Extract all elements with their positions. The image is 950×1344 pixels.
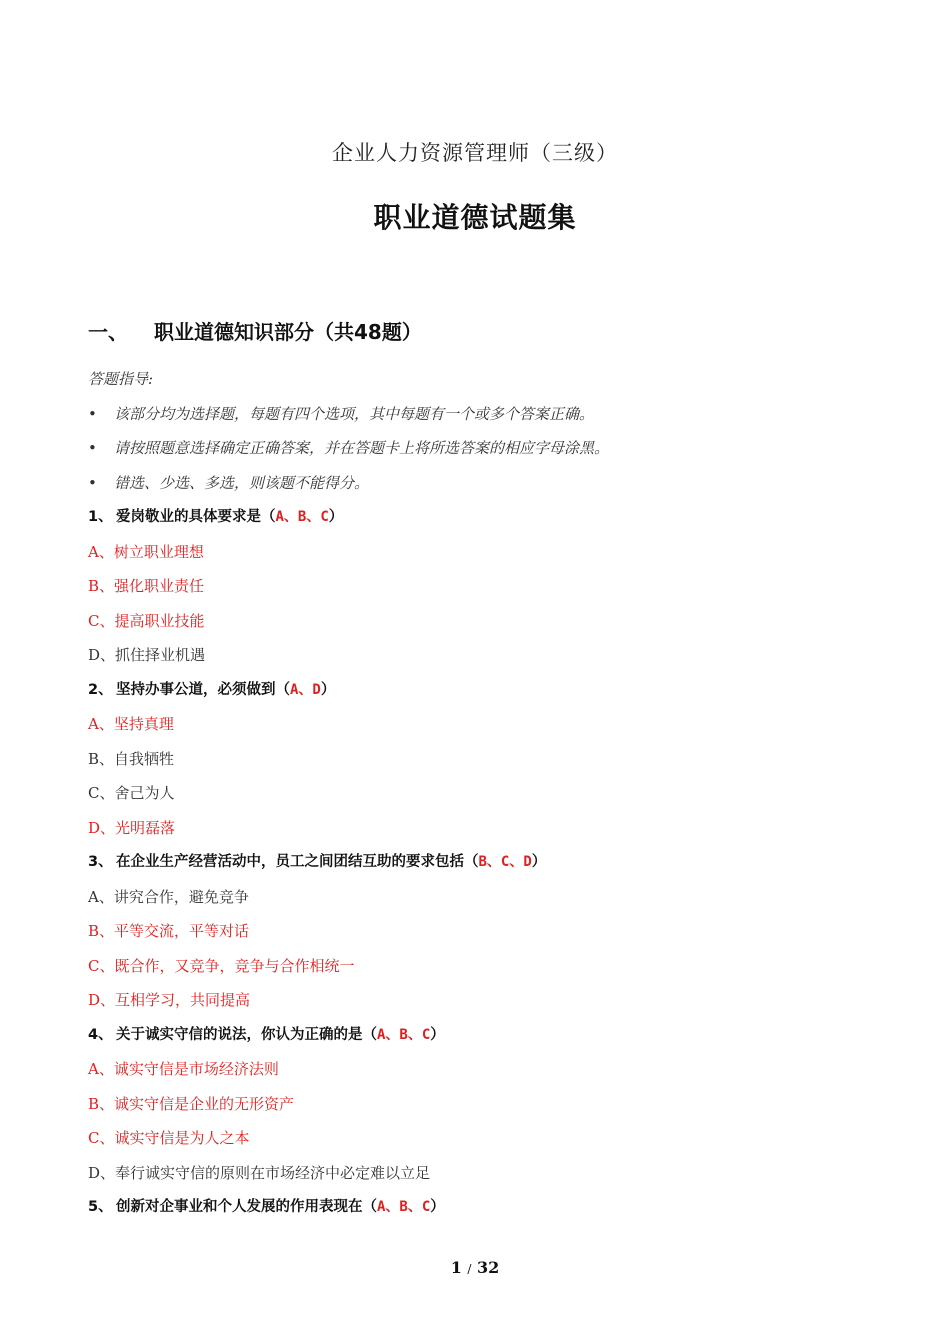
option-item: A、坚持真理 — [88, 715, 174, 733]
guide-bullet-text: 请按照题意选择确定正确答案，并在答题卡上将所选答案的相应字母涂黑。 — [114, 439, 610, 457]
question-close-paren: ） — [430, 1026, 445, 1043]
section-number: 一、 — [88, 320, 128, 344]
guide-bullet — [88, 472, 868, 507]
guide-bullet-text: 错选、少选、多选，则该题不能得分。 — [114, 473, 370, 492]
question-stem — [88, 506, 868, 541]
guide-label: 答题指导: — [88, 370, 154, 388]
question-number: 5、 — [88, 1199, 113, 1215]
question-text: 关于诚实守信的说法，你认为正确的是（ — [116, 1026, 377, 1043]
guide-bullet — [88, 437, 868, 472]
question-stem — [88, 851, 868, 886]
current-page: 1 — [450, 1258, 462, 1277]
question-text: 在企业生产经营活动中，员工之间团结互助的要求包括（ — [116, 854, 479, 870]
section-heading — [88, 316, 422, 345]
section-heading-text: 职业道德知识部分（共48题） — [154, 320, 422, 344]
question-text: 爱岗敬业的具体要求是（ — [116, 509, 276, 525]
option-item: C、提高职业技能 — [88, 611, 205, 630]
option-item: B、自我牺牲 — [88, 749, 175, 768]
question-close-paren: ） — [531, 854, 547, 870]
question-stem — [88, 1196, 868, 1231]
option-item: B、平等交流，平等对话 — [88, 922, 250, 940]
option-item: B、强化职业责任 — [88, 577, 205, 595]
option-item: D、光明磊落 — [88, 818, 176, 837]
option-item: C、诚实守信是为人之本 — [88, 1129, 250, 1147]
guide-bullet — [88, 403, 868, 438]
bullet-icon: • — [88, 473, 97, 492]
option-item: B、诚实守信是企业的无形资产 — [88, 1094, 295, 1113]
question-answer: A、D — [290, 681, 321, 698]
question-close-paren: ） — [430, 1199, 445, 1215]
question-text: 创新对企事业和个人发展的作用表现在（ — [116, 1199, 377, 1215]
question-number: 1、 — [88, 509, 113, 525]
question-text: 坚持办事公道，必须做到（ — [116, 681, 290, 698]
option-item: A、诚实守信是市场经济法则 — [88, 1060, 279, 1078]
question-stem — [88, 679, 868, 714]
question-number: 2、 — [88, 681, 113, 698]
question-stem — [88, 1024, 868, 1059]
option-item: D、互相学习，共同提高 — [88, 991, 251, 1009]
question-answer: A、B、C — [275, 509, 329, 525]
question-number: 4、 — [88, 1026, 113, 1043]
question-close-paren: ） — [328, 509, 344, 525]
option-item: D、奉行诚实守信的原则在市场经济中必定难以立足 — [88, 1163, 431, 1182]
question-answer: A、B、C — [377, 1199, 431, 1215]
page-separator: / — [467, 1262, 472, 1276]
question-number: 3、 — [88, 854, 113, 870]
question-answer: A、B、C — [377, 1026, 431, 1043]
question-close-paren: ） — [320, 681, 336, 698]
bullet-icon: • — [88, 439, 97, 457]
page-number-footer — [0, 1258, 950, 1277]
option-item: A、树立职业理想 — [88, 542, 204, 561]
document-subtitle: 企业人力资源管理师（三级） — [332, 141, 618, 165]
question-content — [88, 368, 868, 1231]
total-pages: 32 — [477, 1258, 500, 1277]
option-item: D、抓住择业机遇 — [88, 646, 206, 664]
question-answer: B、C、D — [478, 854, 532, 870]
option-item: C、既合作，又竞争，竞争与合作相统一 — [88, 956, 355, 975]
option-item: C、舍己为人 — [88, 784, 175, 802]
document-title: 职业道德试题集 — [373, 201, 577, 234]
bullet-icon: • — [88, 404, 97, 423]
option-item: A、讲究合作，避免竞争 — [88, 887, 249, 906]
guide-bullet-text: 该部分均为选择题，每题有四个选项，其中每题有一个或多个答案正确。 — [114, 404, 595, 423]
